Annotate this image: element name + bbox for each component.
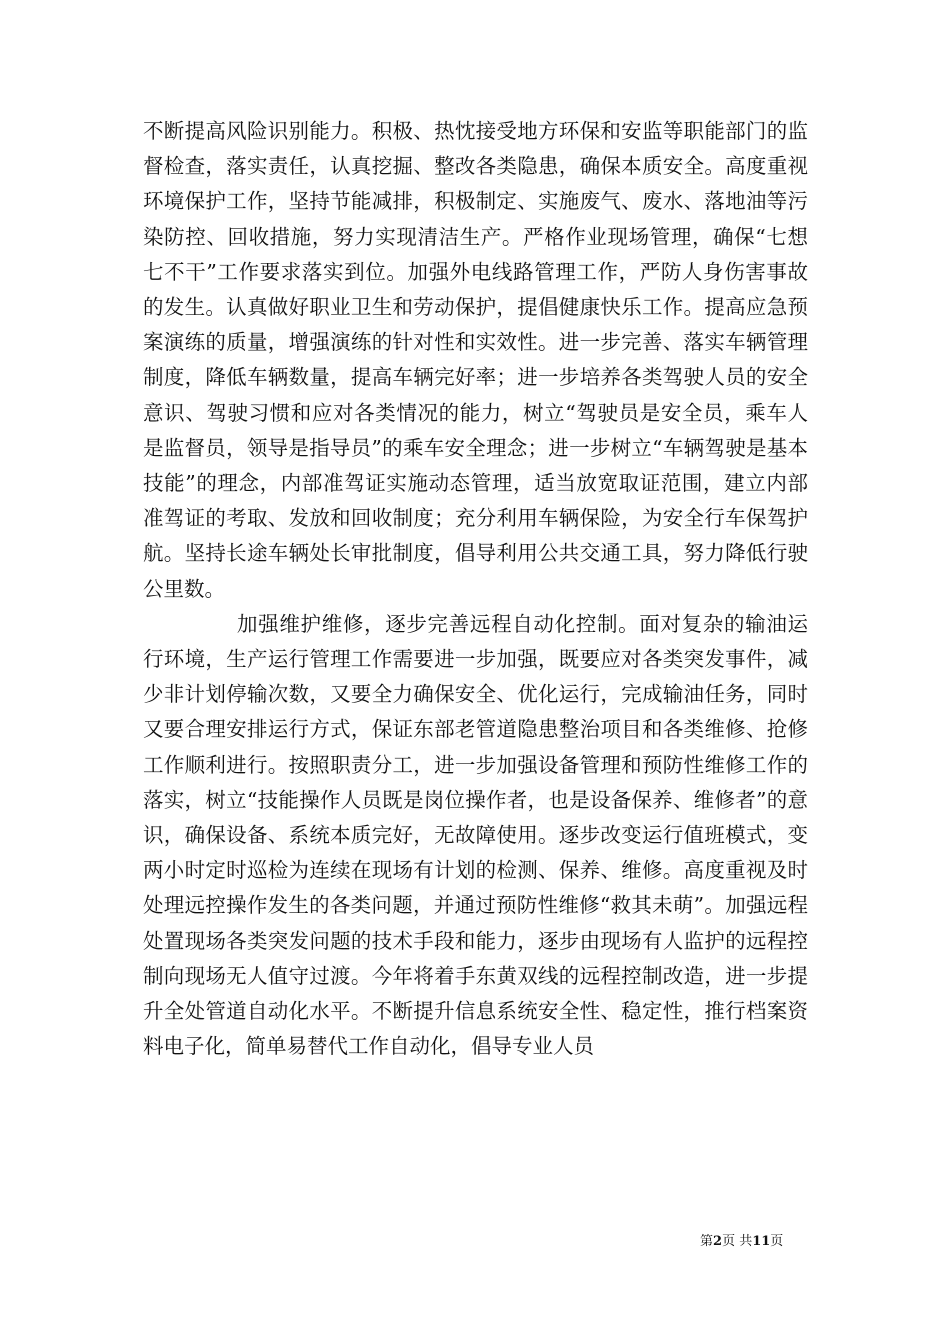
footer-prefix: 第 [700,1234,714,1249]
body-text [143,114,808,1064]
footer-current-page: 2 [713,1234,723,1249]
footer-total-pages: 11 [752,1234,771,1249]
footer-suffix: 页 [770,1234,784,1249]
footer-middle: 页 共 [722,1234,753,1249]
paragraph-safety-management: 不断提高风险识别能力。积极、热忱接受地方环保和安监等职能部门的监督检查，落实责任，认真挖掘、整改各类隐患，确保本质安全。高度重视环境保护工作，坚持节能减排，积极制定、实施废气、废水、落地油等污染防控、回收措施，努力实现清洁生产。严格作业现场管理，确保“七想七不干”工作要求落实到位。加强外电线路管理工作，严防人身伤害事故的发生。认真做好职业卫生和劳动保护，提倡健康快乐工作。提高应急预案演练的质量，增强演练的针对性和实效性。进一步完善、落实车辆管理制度，降低车辆数量，提高车辆完好率；进一步培养各类驾驶人员的安全意识、驾驶习惯和应对各类情况的能力，树立“驾驶员是安全员，乘车人是监督员，领导是指导员”的乘车安全理念；进一步树立“车辆驾驶是基本技能”的理念，内部准驾证实施动态管理，适当放宽取证范围，建立内部准驾证的考取、发放和回收制度；充分利用车辆保险，为安全行车保驾护航。坚持长途车辆处长审批制度，倡导利用公共交通工具，努力降低行驶公里数。 [143,119,808,601]
page-number-footer [700,1234,783,1250]
paragraph-maintenance-automation: 加强维护维修，逐步完善远程自动化控制。面对复杂的输油运行环境，生产运行管理工作需要进一步加强，既要应对各类突发事件，减少非计划停输次数，又要全力确保安全、优化运行，完成输油任务，同时又要合理安排运行方式，保证东部老管道隐患整治项目和各类维修、抢修工作顺利进行。按照职责分工，进一步加强设备管理和预防性维修工作的落实，树立“技能操作人员既是岗位操作者，也是设备保养、维修者”的意识，确保设备、系统本质完好，无故障使用。逐步改变运行值班模式，变两小时定时巡检为连续在现场有计划的检测、保养、维修。高度重视及时处理远控操作发生的各类问题，并通过预防性维修“救其未萌”。加强远程处置现场各类突发问题的技术手段和能力，逐步由现场有人监护的远程控制向现场无人值守过渡。今年将着手东黄双线的远程控制改造，进一步提升全处管道自动化水平。不断提升信息系统安全性、稳定性，推行档案资料电子化，简单易替代工作自动化，倡导专业人员 [143,611,808,1059]
